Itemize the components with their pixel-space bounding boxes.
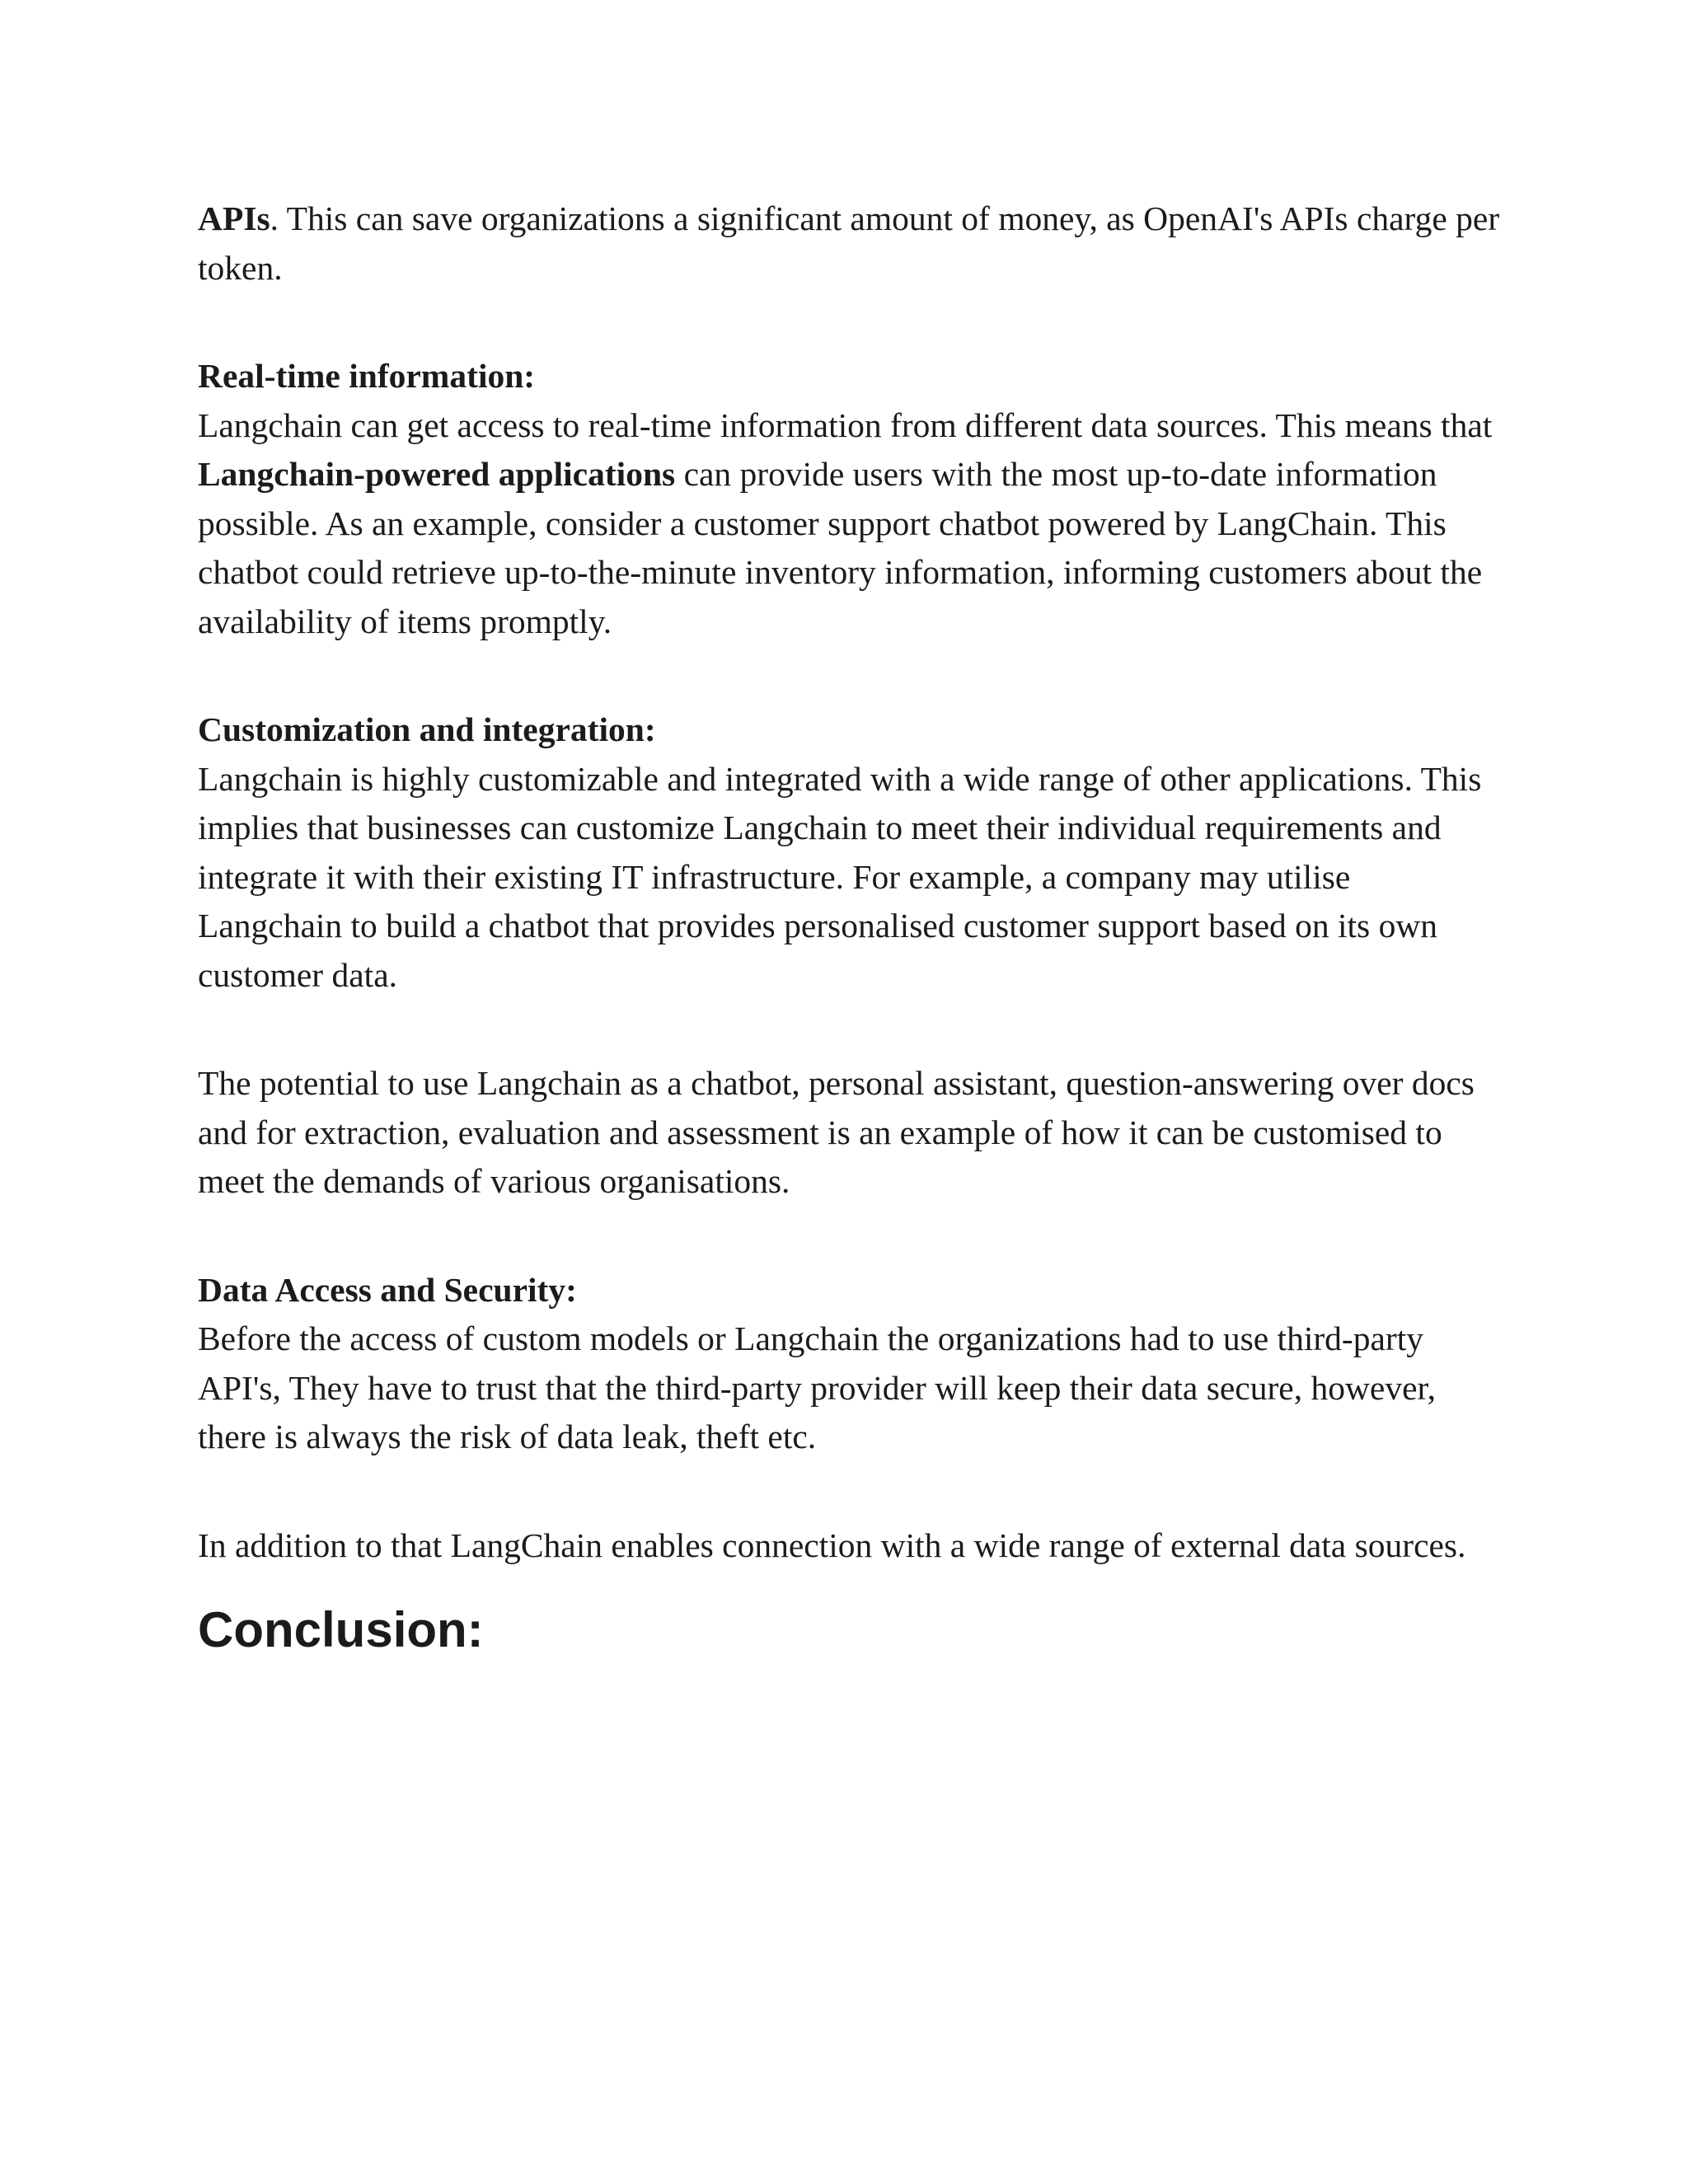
conclusion-heading: Conclusion: (198, 1602, 484, 1657)
realtime-text-before: Langchain can get access to real-time information from different data sources. This means that (198, 405, 1493, 444)
customization-paragraph: Langchain is highly customizable and integrated with a wide range of other applications. This implies that businesses can customize Langchain to meet their individual requirements and integrate it with their existing IT infrastructure. For example, a company may utilise Langchain to build a chatbot that provides personalised customer support based on its own customer data. (198, 759, 1482, 994)
customization-heading: Customization and integration: (198, 710, 656, 748)
addition-paragraph: In addition to that LangChain enables connection with a wide range of external data sources. (198, 1526, 1466, 1564)
intro-bold-term: APIs (198, 199, 270, 237)
potential-paragraph: The potential to use Langchain as a chatbot, personal assistant, question-answering over docs and for extraction, evaluation and assessment is an example of how it can be customised to meet the demands of various organisations. (198, 1064, 1475, 1200)
security-paragraph: Before the access of custom models or Langchain the organizations had to use third-party API's, They have to trust that the third-party provider will keep their data secure, however, there is always the risk of data leak, theft etc. (198, 1319, 1437, 1455)
realtime-text-after: can provide users with the most up-to-date information possible. As an example, consider a customer support chatbot powered by LangChain. This chatbot could retrieve up-to-the-minute inventory information, informing customers about the availability of items promptly. (198, 455, 1483, 640)
paragraph-spacer (198, 646, 1500, 705)
intro-paragraph (198, 194, 1500, 293)
realtime-heading: Real-time information: (198, 357, 536, 395)
paragraph-spacer (198, 1207, 1500, 1266)
security-heading: Data Access and Security: (198, 1270, 577, 1309)
paragraph-spacer (198, 1462, 1500, 1521)
intro-text: . This can save organizations a significant amount of money, as OpenAI's APIs charge per token. (198, 199, 1500, 287)
realtime-bold-term: Langchain-powered applications (198, 455, 676, 493)
paragraph-spacer (198, 1000, 1500, 1059)
realtime-paragraph (198, 401, 1500, 647)
document-page (198, 194, 1500, 1659)
paragraph-spacer (198, 293, 1500, 352)
heading-spacer (198, 1570, 1500, 1601)
